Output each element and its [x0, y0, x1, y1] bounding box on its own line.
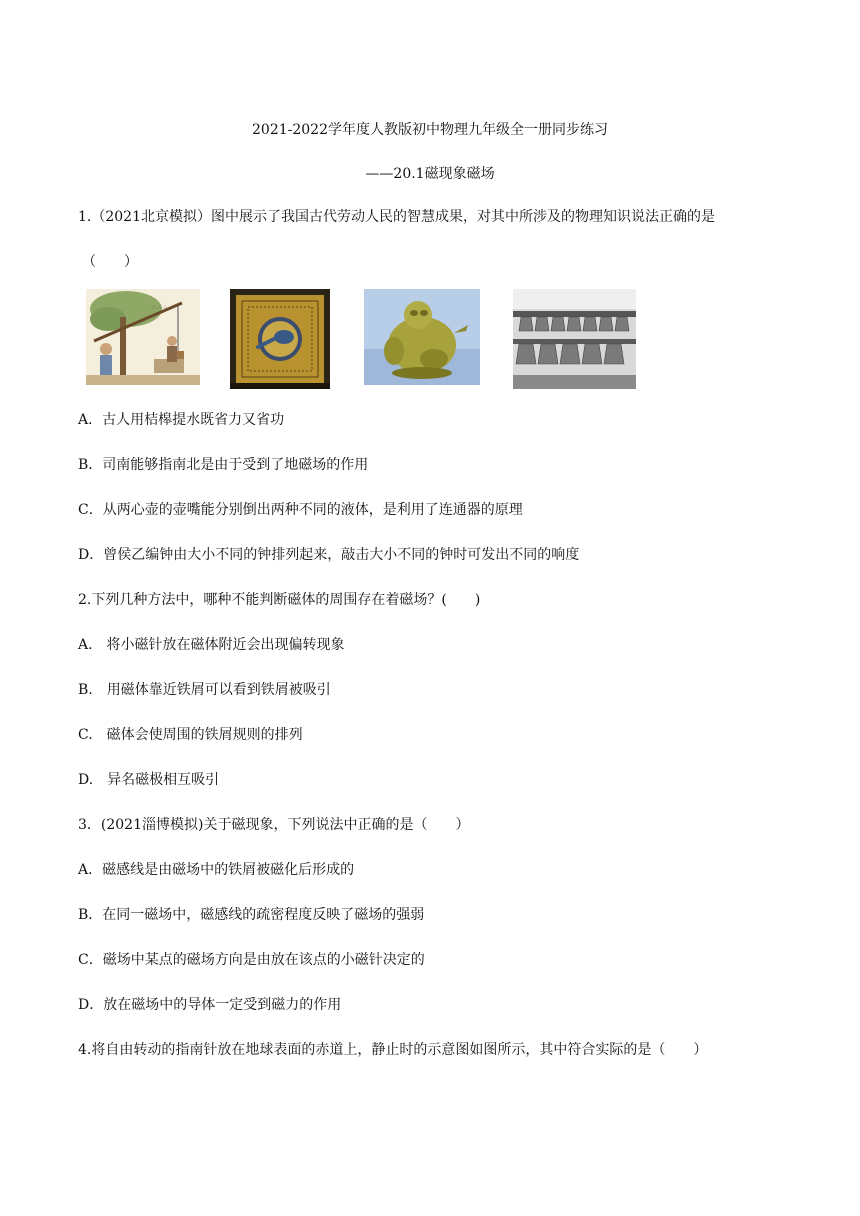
- question-2-option-a: A. 将小磁针放在磁体附近会出现偏转现象: [78, 637, 345, 653]
- question-3-option-c: C．磁场中某点的磁场方向是由放在该点的小磁针决定的: [78, 952, 425, 968]
- two-heart-pot-photo: [364, 289, 480, 385]
- question-2-option-d: D. 异名磁极相互吸引: [78, 772, 220, 788]
- page-subtitle: ——20.1磁现象磁场: [365, 166, 495, 182]
- chime-bells-photo: [513, 289, 636, 389]
- question-3-option-b: B．在同一磁场中，磁感线的疏密程度反映了磁场的强弱: [78, 907, 425, 923]
- question-1-blank: （ ）: [82, 254, 138, 270]
- question-4-stem: 4.将自由转动的指南针放在地球表面的赤道上，静止时的示意图如图所示，其中符合实际的是（ ）: [78, 1042, 708, 1058]
- question-1-option-b: B．司南能够指南北是由于受到了地磁场的作用: [78, 457, 369, 473]
- sinan-compass-photo: [230, 289, 330, 389]
- question-1-option-a: A．古人用桔槔提水既省力又省功: [78, 412, 285, 428]
- page-title: 2021-2022学年度人教版初中物理九年级全一册同步练习: [252, 122, 608, 138]
- question-1-stem: 1.（2021北京模拟）图中展示了我国古代劳动人民的智慧成果，对其中所涉及的物理知识说法正确的是: [78, 209, 715, 225]
- question-3-stem: 3．(2021淄博模拟)关于磁现象，下列说法中正确的是（ ）: [78, 817, 470, 833]
- question-2-stem: 2.下列几种方法中，哪种不能判断磁体的周围存在着磁场？( ): [78, 592, 481, 608]
- question-2-option-c: C. 磁体会使周围的铁屑规则的排列: [78, 727, 303, 743]
- question-3-option-d: D．放在磁场中的导体一定受到磁力的作用: [78, 997, 342, 1013]
- question-1-option-c: C．从两心壶的壶嘴能分别倒出两种不同的液体，是利用了连通器的原理: [78, 502, 523, 518]
- question-2-option-b: B. 用磁体靠近铁屑可以看到铁屑被吸引: [78, 682, 331, 698]
- well-sweep-illustration: [86, 289, 200, 385]
- svg-text:∴ ∴ ∴: ∴ ∴ ∴: [152, 304, 168, 311]
- question-3-option-a: A．磁感线是由磁场中的铁屑被磁化后形成的: [78, 862, 355, 878]
- question-1-option-d: D．曾侯乙编钟由大小不同的钟排列起来，敲击大小不同的钟时可发出不同的响度: [78, 547, 580, 563]
